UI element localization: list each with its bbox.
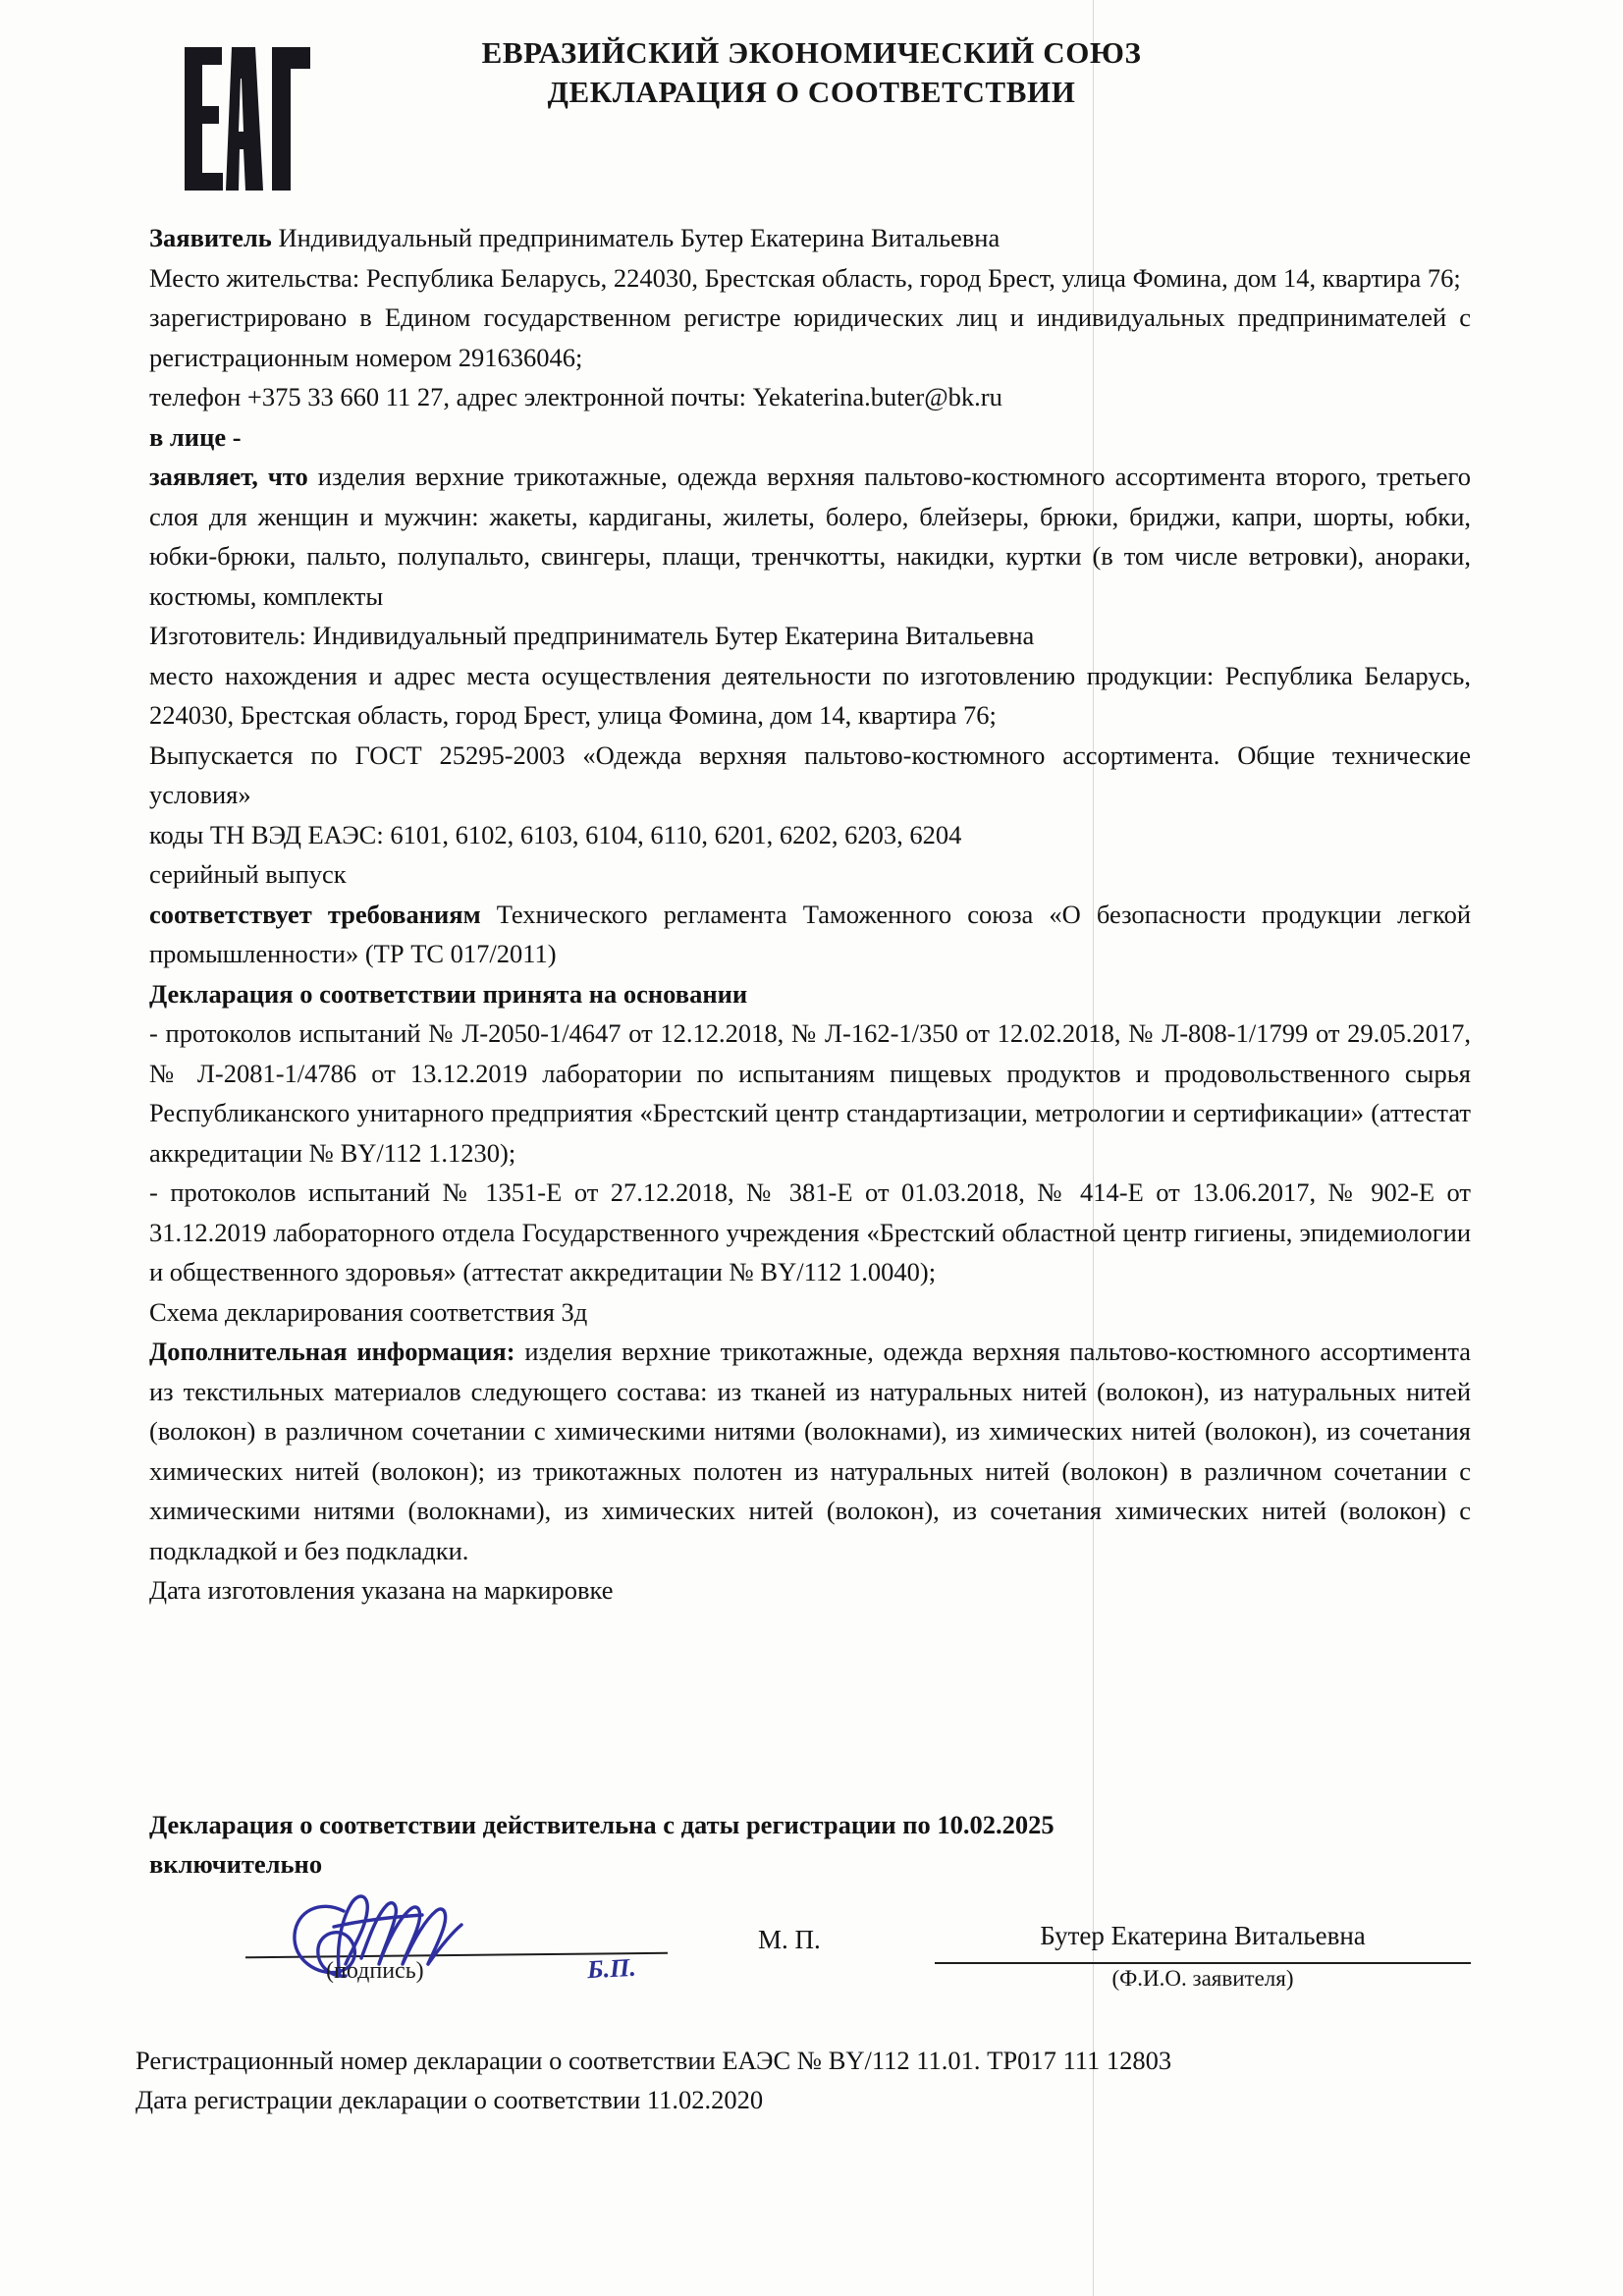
registration-number-line: Регистрационный номер декларации о соответствии ЕАЭС № BY/112 11.01. ТР017 111 12803: [135, 2046, 1172, 2075]
document-body: [149, 218, 1471, 1611]
additional-information-paragraph: [149, 1332, 1471, 1570]
applicant-label: Заявитель: [149, 223, 272, 252]
registration-footer: [135, 2041, 1510, 2119]
manufacture-date-line: Дата изготовления указана на маркировке: [149, 1575, 614, 1605]
additional-information-label: Дополнительная информация:: [149, 1337, 515, 1366]
standard-line: Выпускается по ГОСТ 25295-2003 «Одежда верхняя пальтово-костюмного ассортимента. Общие технические условия»: [149, 739, 1471, 809]
validity-line-2: включительно: [149, 1849, 323, 1879]
basis-item-2: - протоколов испытаний № 1351-Е от 27.12.2018, № 381-Е от 01.03.2018, № 414-Е от 13.06.2017, № 902-Е от 31.12.2019 лабораторного отдела Государственного учреждения «Брестский областной центр гигиены, эпидемиологии и общественного здоровья» (аттестат аккредитации № BY/112 1.0040);: [149, 1177, 1471, 1286]
declares-label: заявляет, что: [149, 462, 308, 491]
applicant-contacts: телефон +375 33 660 11 27, адрес электронной почты: Yekaterina.buter@bk.ru: [149, 382, 1002, 411]
conformity-text: Технического регламента Таможенного союза «О безопасности продукции легкой промышленности» (ТР ТС 017/2011): [149, 899, 1471, 968]
signature-initials: Б.П.: [586, 1952, 637, 1985]
applicant-representative: в лице -: [149, 421, 242, 452]
validity-block: [149, 1805, 1471, 1884]
additional-information-text: изделия верхние трикотажные, одежда верхняя пальтово-костюмного ассортимента из текстильных материалов следующего состава: из тканей из натуральных нитей (волокон), из натуральных нитей (волокон) в различном сочетании с химическими нитями (волокнами), из химических нитей (волокон), из сочетания химических нитей (волокон); из трикотажных полотен из натуральных нитей (волокон) в различном сочетании с химическими нитями (волокнами), из химических нитей (волокон), из сочетания химических нитей (волокон) с подкладкой и без подкладки.: [149, 1337, 1471, 1565]
declarant-rule: [935, 1962, 1471, 1964]
manufacturer-address: место нахождения и адрес места осуществления деятельности по изготовлению продукции: Республика Беларусь, 224030, Брестская область, город Брест, улица Фомина, дом 14, квартира 76;: [149, 660, 1471, 730]
conformity-label: соответствует требованиям: [149, 899, 481, 929]
declares-paragraph: [149, 457, 1471, 616]
registration-date-line: Дата регистрации декларации о соответствии 11.02.2020: [135, 2085, 764, 2114]
declares-text: изделия верхние трикотажные, одежда верхняя пальтово-костюмного ассортимента второго, третьего слоя для женщин и мужчин: жакеты, кардиганы, жилеты, болеро, блейзеры, брюки, бриджи, капри, шорты, юбки, юбки-брюки, пальто, полупальто, свингеры, плащи, тренчкотты, накидки, куртки (в том числе ветровки), анораки, костюмы, комплекты: [149, 462, 1471, 611]
stamp-place-label: М. П.: [758, 1925, 821, 1954]
manufacturer-line: Изготовитель: Индивидуальный предприниматель Бутер Екатерина Витальевна: [149, 621, 1035, 650]
applicant-line: [149, 218, 1471, 258]
applicant-address: Место жительства: Республика Беларусь, 224030, Брестская область, город Брест, улица Фомина, дом 14, квартира 76;: [149, 262, 1461, 293]
declarant-caption: (Ф.И.О. заявителя): [1111, 1966, 1294, 1991]
header-title-line1: ЕВРАЗИЙСКИЙ ЭКОНОМИЧЕСКИЙ СОЮЗ: [481, 35, 1142, 70]
conformity-paragraph: [149, 895, 1471, 974]
applicant-value: Индивидуальный предприниматель Бутер Екатерина Витальевна: [271, 223, 1001, 252]
basis-item-1: - протоколов испытаний № Л-2050-1/4647 от 12.12.2018, № Л-162-1/350 от 12.02.2018, № Л-808-1/1799 от 29.05.2017, № Л-2081-1/4786 от 13.12.2019 лаборатории по испытаниям пищевых продуктов и продовольственного сырья Республиканского унитарного предприятия «Брестский центр стандартизации, метрологии и сертификации» (аттестат аккредитации № BY/112 1.1230);: [149, 1018, 1471, 1168]
validity-line-1: Декларация о соответствии действительна с даты регистрации по 10.02.2025: [149, 1810, 1055, 1839]
basis-heading: Декларация о соответствии принята на основании: [149, 978, 748, 1009]
release-type-line: серийный выпуск: [149, 859, 347, 889]
applicant-registration: зарегистрировано в Едином государственном регистре юридических лиц и индивидуальных предпринимателей с регистрационным номером 291636046;: [149, 302, 1471, 372]
signature-caption: (подпись): [326, 1958, 424, 1984]
header-title-line2: ДЕКЛАРАЦИЯ О СООТВЕТСТВИИ: [547, 75, 1076, 110]
tnved-codes-line: коды ТН ВЭД ЕАЭС: 6101, 6102, 6103, 6104, 6110, 6201, 6202, 6203, 6204: [149, 819, 962, 849]
signature-row: [149, 1893, 1471, 2011]
declarant-name: Бутер Екатерина Витальевна: [1040, 1921, 1366, 1950]
scheme-line: Схема декларирования соответствия 3д: [149, 1296, 588, 1327]
document-header: [0, 33, 1623, 113]
